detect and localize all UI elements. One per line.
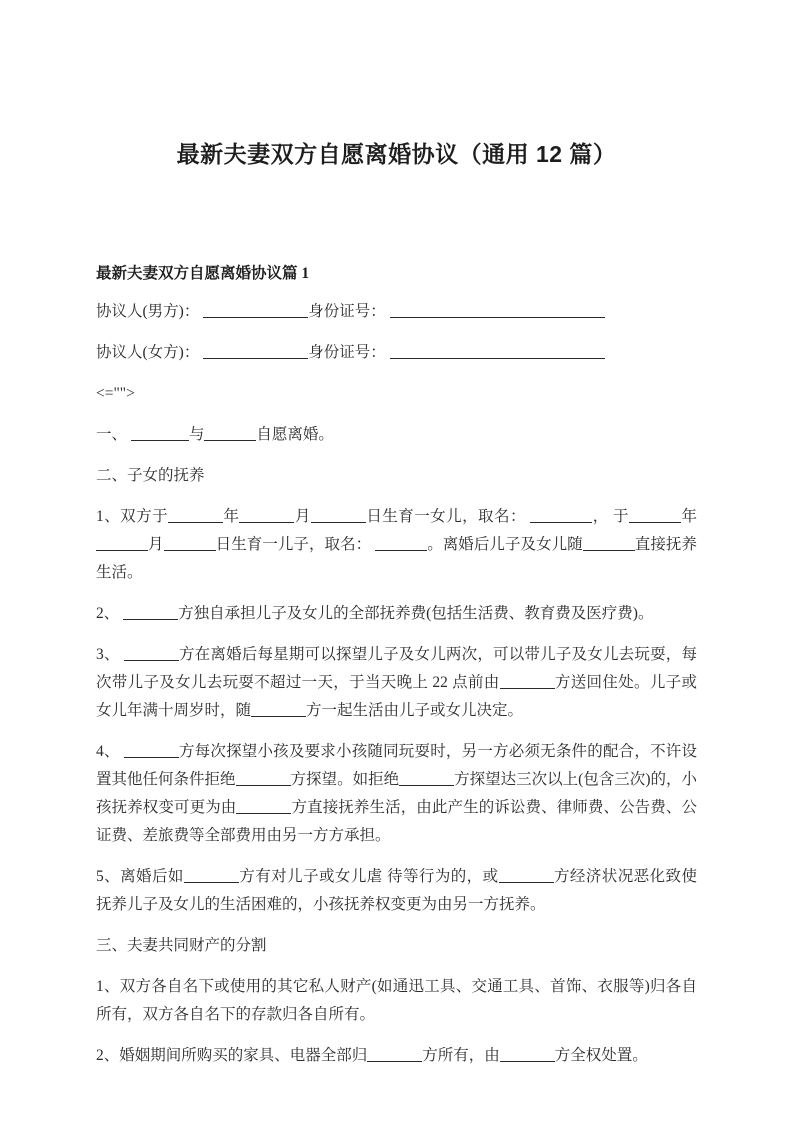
blank-line xyxy=(390,344,605,359)
text-run: 月 xyxy=(148,536,164,553)
blank-line xyxy=(311,508,366,523)
text-run: ， 于 xyxy=(592,508,629,525)
property-item-2 xyxy=(96,1042,697,1070)
text-run: 3、 xyxy=(96,646,124,663)
blank-line xyxy=(239,508,294,523)
text-run: 方送回住处。儿子或女儿年满十周岁时，随 xyxy=(96,674,697,719)
blank-line xyxy=(399,771,454,786)
blank-line xyxy=(203,303,308,318)
text-run: 直接抚养生活。 xyxy=(96,536,697,581)
blank-line xyxy=(583,536,635,551)
document-title: 最新夫妻双方自愿离婚协议（通用 12 篇） xyxy=(176,141,617,167)
party-line-male xyxy=(96,298,697,326)
blank-line xyxy=(184,868,239,883)
document-body xyxy=(96,298,697,1070)
text-run: 一、 xyxy=(96,426,131,443)
blank-line xyxy=(164,536,216,551)
blank-line xyxy=(168,508,223,523)
text-run: 身份证号： xyxy=(308,303,390,320)
text-run: 4、 xyxy=(96,743,124,760)
text-run: 5、离婚后如 xyxy=(96,868,184,885)
text-run: 月 xyxy=(294,508,311,525)
blank-line xyxy=(530,508,592,523)
text-run: 协议人(女方)： xyxy=(96,344,204,361)
text-run: 自愿离婚。 xyxy=(256,426,334,443)
text-run: 方探望。如拒绝 xyxy=(290,771,400,788)
section-two-heading xyxy=(96,462,697,490)
text-run: 协议人(男方)： xyxy=(96,303,204,320)
blank-line xyxy=(367,1047,422,1062)
text-run: 方探望达三次以上(包含三次)的，小孩抚养权变可更为由 xyxy=(96,771,697,816)
custody-item-1 xyxy=(96,503,697,587)
blank-line xyxy=(124,743,179,758)
blank-line xyxy=(375,536,427,551)
article-heading: 最新夫妻双方自愿离婚协议篇 1 xyxy=(96,265,310,282)
text-run: 日生育一儿子，取名： xyxy=(215,536,376,553)
blank-line xyxy=(499,868,554,883)
blank-line xyxy=(629,508,681,523)
blank-line xyxy=(500,1047,555,1062)
text-run: 。离婚后儿子及女儿随 xyxy=(427,536,583,553)
text-run: 三、夫妻共同财产的分割 xyxy=(96,937,267,954)
blank-line xyxy=(236,771,291,786)
custody-item-5 xyxy=(96,863,697,919)
custody-item-4 xyxy=(96,738,697,850)
blank-line xyxy=(251,702,306,717)
markup-artifact-line xyxy=(96,380,697,408)
text-run: 身份证号： xyxy=(308,344,390,361)
blank-line xyxy=(390,303,605,318)
blank-line xyxy=(124,646,179,661)
party-line-female xyxy=(96,339,697,367)
text-run: <=""> xyxy=(96,385,135,402)
blank-line xyxy=(123,605,178,620)
text-run: 方直接抚养生活，由此产生的诉讼费、律师费、公告费、公证费、差旅费等全部费用由另一方方承担。 xyxy=(96,799,697,844)
text-run: 方在离婚后每星期可以探望儿子及女儿两次，可以带儿子及女儿去玩耍，每次带儿子及女儿去玩耍不超过一天，于当天晚上 22 点前由 xyxy=(96,646,697,691)
text-run: 方全权处置。 xyxy=(554,1047,648,1064)
text-run: 1、双方各自名下或使用的其它私人财产(如通迅工具、交通工具、首饰、衣服等)归各自所有，双方各自名下的存款归各自所有。 xyxy=(96,978,697,1023)
blank-line xyxy=(204,426,256,441)
custody-item-3 xyxy=(96,641,697,725)
blank-line xyxy=(236,799,291,814)
text-run: 2、婚姻期间所购买的家具、电器全部归 xyxy=(96,1047,368,1064)
text-run: 二、子女的抚养 xyxy=(96,467,205,484)
text-run: 1、双方于 xyxy=(96,508,169,525)
text-run: 年 xyxy=(223,508,240,525)
blank-line xyxy=(500,674,555,689)
text-run: 年 xyxy=(680,508,697,525)
blank-line xyxy=(96,536,148,551)
text-run: 日生育一女儿，取名： xyxy=(365,508,531,525)
blank-line xyxy=(131,426,189,441)
text-run: 方一起生活由儿子或女儿决定。 xyxy=(306,702,524,719)
text-run: 方独自承担儿子及女儿的全部抚养费(包括生活费、教育费及医疗费)。 xyxy=(178,605,654,622)
property-item-1 xyxy=(96,973,697,1029)
blank-line xyxy=(203,344,308,359)
text-run: 方经济状况恶化致使抚养儿子及女儿的生活困难的，小孩抚养权变更为由另一方抚养。 xyxy=(96,868,697,913)
text-run: 方所有，由 xyxy=(422,1047,500,1064)
section-three-heading xyxy=(96,932,697,960)
text-run: 与 xyxy=(188,426,205,443)
text-run: 方每次探望小孩及要求小孩随同玩耍时，另一方必须无条件的配合，不许设置其他任何条件拒绝 xyxy=(96,743,697,788)
text-run: 方有对儿子或女儿虐 待等行为的，或 xyxy=(238,868,499,885)
text-run: 2、 xyxy=(96,605,124,622)
clause-one-divorce xyxy=(96,421,697,449)
custody-item-2 xyxy=(96,600,697,628)
